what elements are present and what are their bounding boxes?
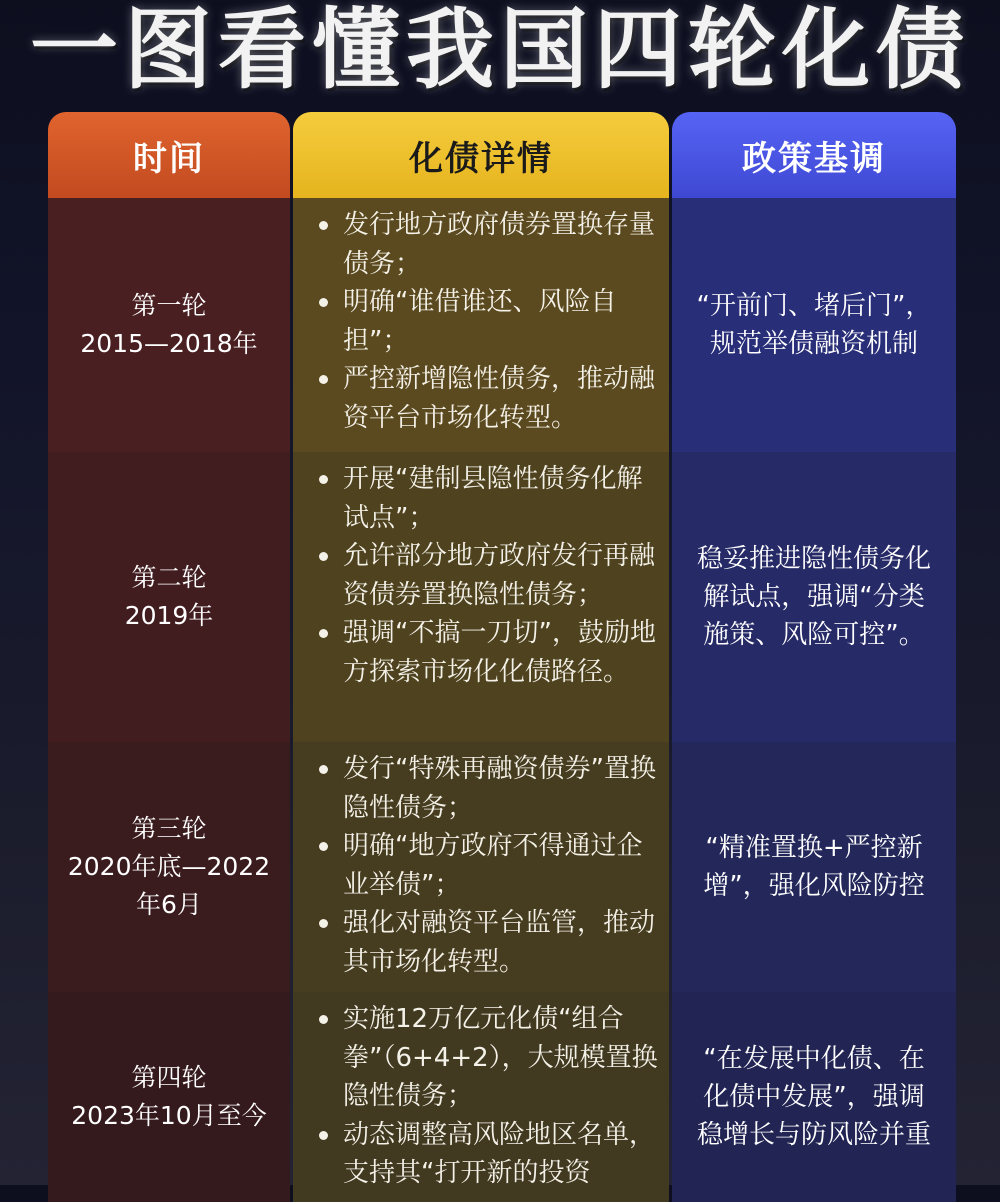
list-item: 允许部分地方政府发行再融资债券置换隐性债务； xyxy=(307,537,659,614)
list-item: 发行“特殊再融资债券”置换隐性债务； xyxy=(307,750,659,827)
list-item: 明确“地方政府不得通过企业举债”； xyxy=(307,827,659,904)
list-item: 强化对融资平台监管，推动其市场化转型。 xyxy=(307,904,659,981)
list-item: 实施12万亿元化债“组合拳”（6+4+2），大规模置换隐性债务； xyxy=(307,1000,659,1116)
policy-line: 增”，强化风险防控 xyxy=(703,871,925,901)
time-cell xyxy=(48,992,290,1202)
period-label: 2020年底—2022 xyxy=(67,852,271,881)
page-title: 一图看懂我国四轮化债 xyxy=(29,0,970,101)
detail-list xyxy=(307,1000,659,1193)
detail-cell xyxy=(293,992,669,1202)
detail-list xyxy=(307,750,659,981)
period-label: 2023年10月至今 xyxy=(71,1101,267,1130)
time-cell xyxy=(48,452,290,742)
list-item: 强调“不搞一刀切”，鼓励地方探索市场化化债路径。 xyxy=(307,614,659,691)
round-label: 第一轮 xyxy=(131,291,207,320)
policy-cell xyxy=(672,742,956,992)
round-label: 第四轮 xyxy=(131,1063,207,1092)
round-label: 第三轮 xyxy=(131,814,207,843)
policy-line: “开前门、堵后门”， xyxy=(696,291,932,321)
period-label: 年6月 xyxy=(136,890,202,919)
header-time: 时间 xyxy=(48,112,290,198)
detail-cell xyxy=(293,452,669,742)
policy-line: “在发展中化债、在 xyxy=(703,1044,925,1074)
time-cell xyxy=(48,742,290,992)
table-header xyxy=(48,112,956,198)
policy-text xyxy=(697,540,931,654)
policy-line: “精准置换+严控新 xyxy=(705,833,923,863)
list-item: 发行地方政府债券置换存量债务； xyxy=(307,206,659,283)
policy-text xyxy=(703,829,924,905)
policy-line: 规范举债融资机制 xyxy=(709,329,918,359)
time-cell xyxy=(48,198,290,452)
rounds-table xyxy=(48,112,956,1202)
policy-cell xyxy=(672,452,956,742)
detail-cell xyxy=(293,742,669,992)
policy-cell xyxy=(672,992,956,1202)
policy-line: 稳妥推进隐性债务化 xyxy=(696,544,931,574)
detail-list xyxy=(307,206,659,437)
policy-line: 化债中发展”，强调 xyxy=(703,1082,925,1112)
table-row xyxy=(48,742,956,992)
period-label: 2015—2018年 xyxy=(80,329,258,358)
detail-list xyxy=(307,460,659,691)
period-label: 2019年 xyxy=(124,601,214,630)
round-label: 第二轮 xyxy=(131,563,207,592)
policy-cell xyxy=(672,198,956,452)
table-row xyxy=(48,452,956,742)
policy-text xyxy=(697,287,932,363)
table-row xyxy=(48,198,956,452)
list-item: 明确“谁借谁还、风险自担”； xyxy=(307,283,659,360)
list-item: 开展“建制县隐性债务化解试点”； xyxy=(307,460,659,537)
list-item: 动态调整高风险地区名单，支持其“打开新的投资 xyxy=(307,1116,659,1193)
policy-line: 解试点，强调“分类 xyxy=(703,582,925,612)
policy-text xyxy=(697,1040,931,1154)
policy-line: 稳增长与防风险并重 xyxy=(696,1120,931,1150)
detail-cell xyxy=(293,198,669,452)
table-row xyxy=(48,992,956,1202)
list-item: 严控新增隐性债务，推动融资平台市场化转型。 xyxy=(307,360,659,437)
policy-line: 施策、风险可控”。 xyxy=(703,620,925,650)
header-policy: 政策基调 xyxy=(672,112,956,198)
header-detail: 化债详情 xyxy=(293,112,669,198)
